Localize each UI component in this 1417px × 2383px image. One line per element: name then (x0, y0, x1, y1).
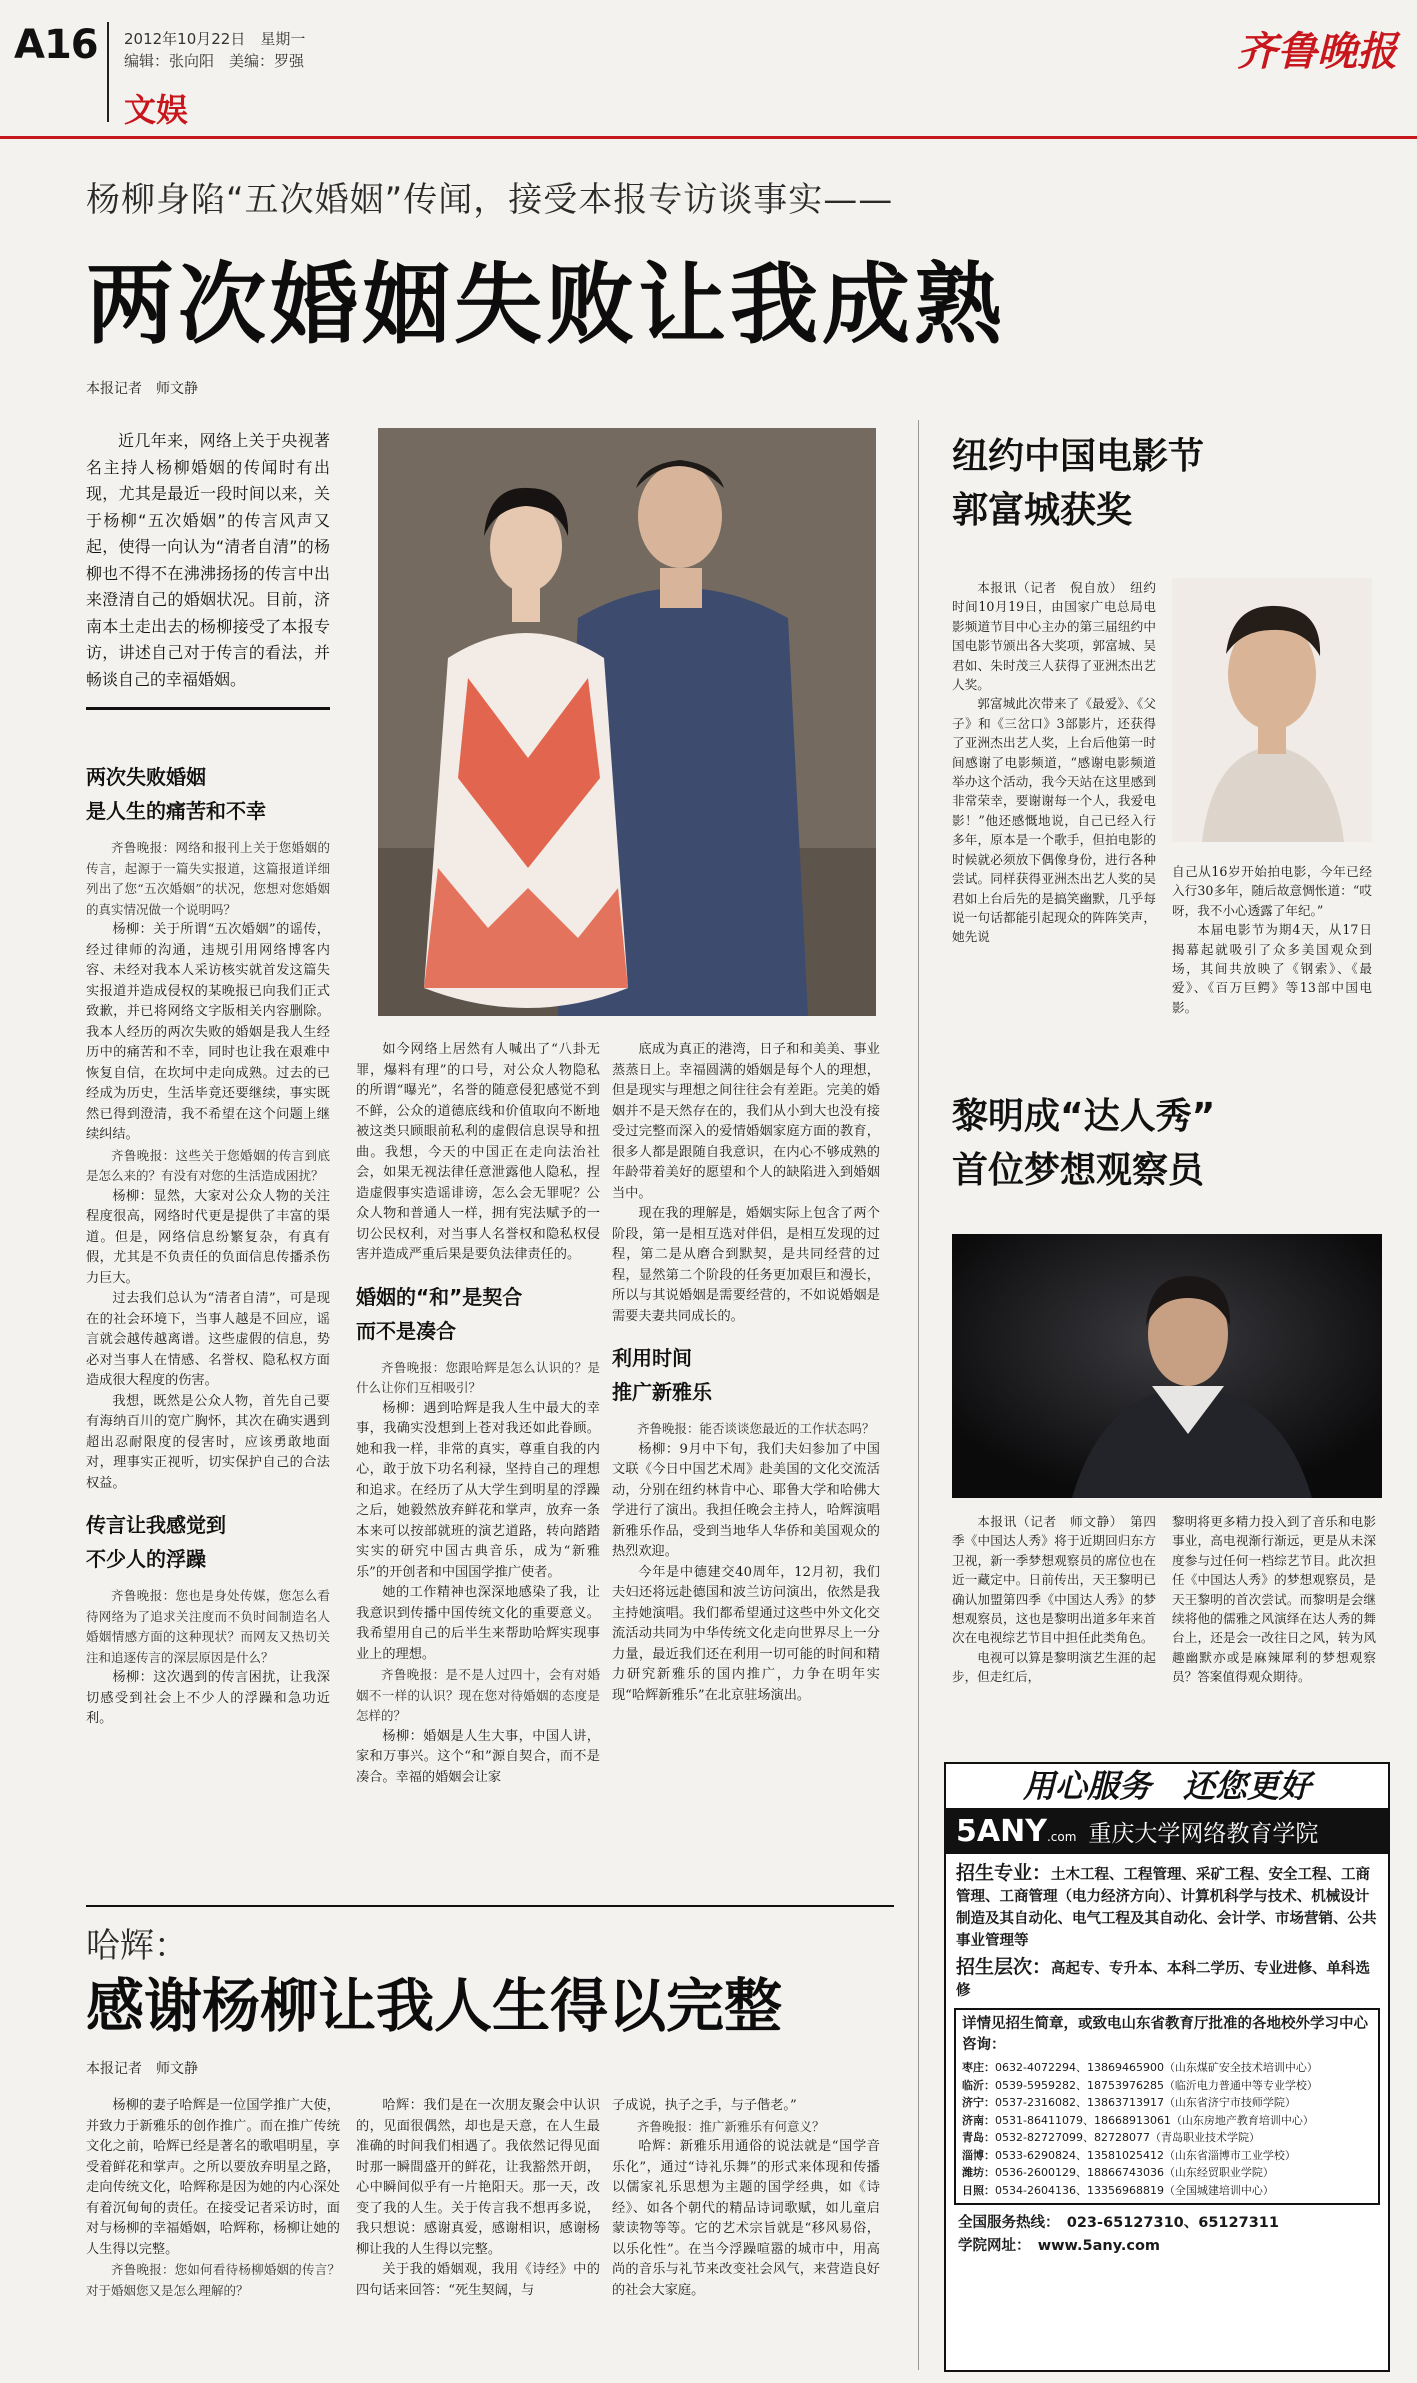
ad-contact-box (954, 2008, 1380, 2205)
ad-slogan: 用心服务 还您更好 (1022, 1767, 1311, 1805)
date-line: 2012年10月22日 星期一 (124, 30, 306, 48)
news1-headline-line2: 郭富城获奖 (952, 490, 1133, 531)
news2-paragraph-3: 黎明将更多精力投入到了音乐和电影事业，高电视渐行渐远，更是从未深度参与过任何一档综艺节目。此次担任《中国达人秀》的梦想观察员，是天王黎明的首次尝试。而黎明是会继续将他的儒雅之风演绎在达人秀的舞台上，还是会一改往日之风，转为风趣幽默亦或是麻辣犀利的梦想观察员？答案值得观众期待。 (1172, 1514, 1376, 1685)
couple-photo (378, 428, 876, 1016)
news2-photo (952, 1234, 1382, 1498)
news2-headline (952, 1090, 1392, 1198)
second-column-3 (612, 2096, 880, 2301)
second-byline: 本报记者 师文静 (86, 2061, 198, 2077)
ad-contact-city: 临沂： (962, 2078, 995, 2092)
second-answer-2: 哈辉：新雅乐用通俗的说法就是“国学音乐化”，通过“诗礼乐舞”的形式来体现和传播以儒家礼乐思想为主题的国学经典，如《诗经》、如各个朝代的精品诗词歌赋，如儿童启蒙读物等等。它的艺术宗旨就是“移风易俗，以乐化性”。在当今浮躁喧嚣的城市中，用高尚的音乐与礼节来改变社会风气，来营造良好的社会大家庭。 (612, 2139, 880, 2298)
ad-contact-row (962, 2112, 1372, 2130)
second-headline: 感谢杨柳让我人生得以完整 (86, 1972, 783, 2040)
news1-paragraph-3: 自己从16岁开始拍电影，今年已经入行30多年，随后故意惆怅道：“哎呀，我不小心透露了年纪。” (1172, 864, 1372, 918)
subhead-1b: 是人生的痛苦和不幸 (86, 799, 266, 823)
lead-kicker: 杨柳身陷“五次婚姻”传闻，接受本报专访谈事实—— (86, 180, 894, 220)
ad-contact-row (962, 2059, 1372, 2077)
ad-contact-city: 青岛： (962, 2131, 995, 2144)
answer-5: 杨柳：婚姻是人生大事，中国人讲，家和万事兴。这个“和”源自契合，而不是凑合。幸福的婚姻会让家 (356, 1728, 600, 1785)
ad-contact-phone: 0537-2316082、13863713917 (995, 2096, 1164, 2109)
ad-major-text: 土木工程、工程管理、采矿工程、安全工程、工商管理、工商管理（电力经济方向）、计算机科学与技术、机械设计制造及其自动化、电气工程及其自动化、会计学、市场营销、公共事业管理等 (956, 1867, 1377, 1949)
masthead (0, 0, 1417, 135)
news1-paragraph-1: 本报讯（记者 倪自放） 纽约时间10月19日，由国家广电总局电影频道节目中心主办的第三届纽约中国电影节颁出各大奖项，郭富城、吴君如、朱时茂三人获得了亚洲杰出艺人奖。 (952, 580, 1156, 693)
news2-paragraph-2: 电视可以算是黎明演艺生涯的起步，但走红后， (952, 1649, 1156, 1685)
ad-contact-phone: 0532-82727099、82728077 (995, 2131, 1150, 2144)
answer-4: 杨柳：遇到哈辉是我人生中最大的幸事，我确实没想到上苍对我还如此眷顾。她和我一样，非常的真实，尊重自我的内心，敢于放下功名利禄，坚持自己的理想和追求。在经历了从大学生到明星的浮躁之后，她毅然放弃鲜花和掌声，放弃一条本来可以按部就班的演艺道路，转向踏踏实实的研究中国古典音乐，成为“新雅乐”的开创者和中国国学推广使者。 (356, 1400, 600, 1580)
ad-level-text: 高起专、专升本、本科二学历、专业进修、单科选修 (956, 1961, 1371, 1999)
lead-column-2 (356, 1040, 600, 1788)
paragraph: 杨柳的妻子哈辉是一位国学推广大使，并致力于新雅乐的创作推广。而在推广传统文化之前，哈辉已经是著名的歌唱明星，享受着鲜花和掌声。之所以要放弃明星之路，走向传统文化，哈辉称是因为她的内心深处有着沉甸甸的责任。在接受记者采访时，面对与杨柳的幸福婚姻，哈辉称，杨柳让她的人生得以完整。 (86, 2098, 340, 2257)
lead-headline: 两次婚姻失败让我成熟 (86, 253, 1007, 356)
ad-contact-center: （全国城建培训中心） (1163, 2183, 1274, 2197)
intro-text: 近几年来，网络上关于央视著名主持人杨柳婚姻的传闻时有出现，尤其是最近一段时间以来，关于杨柳“五次婚姻”的传言风声又起，使得一向认为“清者自清”的杨柳也不得不在沸沸扬扬的传言中出来澄清自己的婚姻状况。目前，济南本土走出去的杨柳接受了本报专访，讲述自己对于传言的看法，并畅谈自己的幸福婚姻。 (86, 431, 330, 689)
paragraph: 现在我的理解是，婚姻实际上包含了两个阶段，第一是相互选对伴侣，是相互发现的过程，第二是从磨合到默契，是共同经营的过程，显然第二个阶段的任务更加艰巨和漫长，所以与其说婚姻是需要经营的，不如说婚姻是需要夫妻共同成长的。 (612, 1206, 880, 1324)
ad-contact-row (962, 2164, 1372, 2182)
news1-headline (952, 430, 1392, 538)
section-divider (86, 1905, 894, 1907)
ad-contact-phone: 0534-2604136、13356968819 (995, 2183, 1164, 2197)
second-question-1: 齐鲁晚报：您如何看待杨柳婚姻的传言？对于婚姻您又是怎么理解的？ (86, 2262, 340, 2298)
news1-paragraph-4: 本届电影节为期4天，从17日揭幕起就吸引了众多美国观众到场，其间共放映了《钢索》、《最爱》、《百万巨鳄》等13部中国电影。 (1172, 922, 1372, 1015)
ad-contact-row (962, 2094, 1372, 2112)
paragraph: 子成说，执子之手，与子偕老。” (612, 2098, 797, 2113)
second-answer-1: 哈辉：我们是在一次朋友聚会中认识的，见面很偶然，却也是天意，在人生最准确的时间我们相遇了。我依然记得见面时那一瞬間盛开的鲜花，让我豁然开朗，心中瞬间似乎有一片艳阳天。那一天，改变了我的人生。关于传言我不想再多说，我只想说：感谢真爱，感谢相识，感谢杨柳让我的人生得以完整。 (356, 2098, 600, 2257)
couple-illustration (378, 428, 876, 1016)
ad-contact-phone: 0533-6290824、13581025412 (995, 2148, 1164, 2162)
news2-column-2 (1172, 1512, 1376, 1687)
second-question-2: 齐鲁晚报：推广新雅乐有何意义？ (637, 2118, 825, 2134)
ad-contact-center: （山东省淄博市工业学校） (1163, 2148, 1296, 2162)
ad-contact-center: （山东经贸职业学院） (1163, 2166, 1274, 2179)
subhead-3a: 婚姻的“和”是契合 (356, 1284, 523, 1309)
subhead-2b: 不少人的浮躁 (86, 1547, 206, 1571)
ad-contact-center: （山东煤矿安全技术培训中心） (1163, 2061, 1318, 2074)
ad-major-label: 招生专业： (956, 1862, 1052, 1884)
ad-notice: 详情见招生简章，或致电山东省教育厅批准的各地校外学习中心咨询： (962, 2016, 1368, 2053)
lead-column-3 (612, 1040, 880, 1706)
page-number: A16 (14, 22, 98, 68)
ad-contact-city: 济南： (962, 2113, 995, 2127)
subhead-3b: 而不是凑合 (356, 1318, 456, 1343)
ad-contact-phone: 0536-2600129、18866743036 (995, 2166, 1164, 2179)
news1-body-right (1172, 862, 1372, 1017)
ad-contact-center: （山东房地产教育培训中心） (1170, 2113, 1314, 2127)
paragraph: 关于我的婚姻观，我用《诗经》中的四句话来回答：“死生契阔，与 (356, 2262, 600, 2298)
news1-paragraph-2: 郭富城此次带来了《最爱》、《父子》和《三岔口》3部影片，还获得了亚洲杰出艺人奖，上台后他第一时间感谢了电影频道，“感谢电影频道举办这个活动，我今天站在这里感到非常荣幸，要谢谢每一个人，我爱电影！”他还感慨地说，自己已经入行多年，原本是一个歌手，但拍电影的时候就必须放下偶像身份，进行各种尝试。同样获得亚洲杰出艺人奖的吴君如上台后先的是搞笑幽默，几乎每说一句话都能引起现众的阵阵笑声，她先说 (952, 696, 1156, 945)
paragraph: 底成为真正的港湾，日子和和美美、事业蒸蒸日上。幸福圆满的婚姻是每个人的理想，但是现实与理想之间往往会有差距。完美的婚姻并不是天然存在的，我们从小到大也没有接受过完整而深入的爱情婚姻家庭方面的教育，很多人都是跟随自我意识，在内心不够成熟的年龄带着美好的愿望和个人的缺陷进入到婚姻当中。 (612, 1042, 880, 1201)
subhead-4a: 利用时间 (612, 1346, 692, 1370)
ad-contact-city: 枣庄： (962, 2061, 995, 2074)
header-rule (0, 136, 1417, 139)
lead-byline: 本报记者 师文静 (86, 381, 198, 397)
paragraph: 今年是中德建交40周年，12月初，我们夫妇还将远赴德国和波兰访问演出，依然是我主持她演唱。我们都希望通过这些中外文化交流活动共同为中华传统文化走向世界尽上一分力量，最近我们还在利用一切可能的时间和精力研究新雅乐的国内推广，力争在明年实现“哈辉新雅乐”在北京驻场演出。 (612, 1564, 880, 1703)
news2-headline-line2: 首位梦想观察员 (952, 1150, 1205, 1191)
answer-2: 杨柳：显然，大家对公众人物的关注程度很高，网络时代更是提供了丰富的渠道。但是，网络信息纷繁复杂，有真有假，尤其是不负责任的负面信息传播杀伤力巨大。 (86, 1188, 330, 1286)
answer-3: 杨柳：这次遇到的传言困扰，让我深切感受到社会上不少人的浮躁和急功近利。 (86, 1670, 330, 1726)
lead-column-1 (86, 760, 330, 1730)
ad-contact-list (962, 2059, 1372, 2199)
paper-logo: 齐鲁晚报 (1237, 28, 1397, 75)
ad-brand-bar (946, 1808, 1388, 1854)
paragraph: 如今网络上居然有人喊出了“八卦无罪，爆料有理”的口号，对公众人物隐私的所谓“曝光”，名誉的随意侵犯感觉不到不鲜，公众的道德底线和价值取向不断地被这类只顾眼前私利的虚假信息误导和扭曲。我想，今天的中国正在走向法治社会，如果无视法律任意泄露他人隐私，捏造虚假事实造谣诽谤，怎么会无罪呢？公众人物和普通人一样，拥有宪法赋予的一切公民权利，对当事人名誉权和隐私权侵害并造成严重后果是要负法律责任的。 (356, 1042, 600, 1262)
ad-contact-row (962, 2182, 1372, 2200)
news2-paragraph-1: 本报讯（记者 师文静） 第四季《中国达人秀》将于近期回归东方卫视，新一季梦想观察员的席位也在近一藏定中。日前传出，天王黎明已确认加盟第四季《中国达人秀》的梦想观察员，这也是黎明出道多年来首次在电视综艺节目中担任此类角色。 (952, 1514, 1156, 1646)
ad-contact-row (962, 2077, 1372, 2095)
news1-body-narrow (952, 578, 1156, 947)
answer-6: 杨柳：9月中下旬，我们夫妇参加了中国文联《今日中国艺术周》赴美国的文化交流活动，分别在纽约林肯中心、耶鲁大学和哈佛大学进行了演出。我担任晚会主持人，哈辉演唱新雅乐作品，受到当地华人华侨和美国观众的热烈欢迎。 (612, 1441, 880, 1559)
ad-website: 学院网址： www.5any.com (958, 2238, 1161, 2254)
ad-contact-city: 淄博： (962, 2148, 995, 2162)
question-6: 齐鲁晚报：能否谈谈您最近的工作状态吗？ (637, 1421, 875, 1436)
question-5: 齐鲁晚报：是不是人过四十，会有对婚姻不一样的认识？现在您对待婚姻的态度是怎样的？ (356, 1667, 600, 1723)
ad-contact-row (962, 2129, 1372, 2147)
ad-contact-row (962, 2147, 1372, 2165)
section-name: 文娱 (124, 91, 189, 129)
news1-headline-line1: 纽约中国电影节 (952, 436, 1205, 477)
answer-1: 杨柳：关于所谓“五次婚姻”的谣传，经过律师的沟通，违规引用网络博客内容、未经对我本人采访核实就首发这篇失实报道并造成侵权的某晚报已向我们正式致歉，并已将网络文字版相关内容删除。我本人经历的两次失败的婚姻是我人生经历中的痛苦和不幸，同时也让我在艰难中恢复自信，在坎坷中走向成熟。过去的已经成为历史，生活毕竟还要继续，事实既然已得到澄清，我不希望在这个问题上继续纠结。 (86, 922, 330, 1142)
ad-contact-center: （青岛职业技术学院） (1149, 2131, 1260, 2144)
ad-contact-city: 济宁： (962, 2096, 995, 2109)
question-1: 齐鲁晚报：网络和报刊上关于您婚姻的传言，起源于一篇失实报道，这篇报道详细列出了您“五次婚姻”的状况，您想对您婚姻的真实情况做一个说明吗？ (86, 840, 330, 917)
ad-brand-suffix: .com (1046, 1830, 1077, 1844)
ad-brand: 5ANY (956, 1813, 1047, 1849)
subhead-1a: 两次失败婚姻 (86, 765, 206, 789)
ad-majors (946, 1854, 1388, 1952)
column-divider (918, 420, 919, 2370)
actor-portrait (1172, 578, 1372, 842)
ad-contact-phone: 0531-86411079、18668913061 (995, 2113, 1171, 2127)
singer-photo (952, 1234, 1382, 1498)
ad-level-label: 招生层次： (956, 1956, 1052, 1978)
ad-contact-phone: 0539-5959282、18753976285 (995, 2078, 1164, 2092)
second-column-2 (356, 2096, 600, 2301)
news1-photo (1172, 578, 1372, 842)
ad-hotline: 全国服务热线： 023-65127310、65127311 (958, 2215, 1279, 2231)
subhead-2a: 传言让我感觉到 (86, 1513, 226, 1537)
ad-school: 重庆大学网络教育学院 (1088, 1820, 1319, 1847)
second-column-1 (86, 2096, 340, 2301)
ad-contact-phone: 0632-4072294、13869465900 (995, 2061, 1164, 2074)
ad-contact-center: （山东省济宁市技师学院） (1163, 2096, 1296, 2109)
ad-levels (946, 1952, 1388, 2008)
question-2: 齐鲁晚报：这些关于您婚姻的传言到底是怎么来的？有没有对您的生活造成困扰？ (86, 1147, 330, 1183)
paragraph: 我想，既然是公众人物，首先自己要有海纳百川的宽广胸怀，其次在确实遇到超出忍耐限度的侵害时，应该勇敢地面对，理事实正视听，切实保护自己的合法权益。 (86, 1393, 330, 1491)
masthead-divider (107, 22, 109, 122)
editor-line: 编辑：张向阳 美编：罗强 (124, 52, 305, 70)
lead-intro (86, 428, 330, 710)
question-3: 齐鲁晚报：您也是身处传媒，您怎么看待网络为了追求关注度而不负时间制造名人婚姻情感方面的这种现状？而网友又热切关注和追逐传言的深层原因是什么？ (86, 1588, 330, 1665)
question-4: 齐鲁晚报：您跟哈辉是怎么认识的？是什么让你们互相吸引？ (356, 1359, 600, 1395)
ad-box (944, 1762, 1390, 2372)
second-kicker: 哈辉： (86, 1926, 188, 1966)
ad-contact-city: 日照： (962, 2183, 995, 2197)
paragraph: 过去我们总认为“清者自清”，可是现在的社会环境下，当事人越是不回应，谣言就会越传越离谱。这些虚假的信息，势必对当事人在情感、名誉权、隐私权方面造成很大程度的伤害。 (86, 1291, 330, 1388)
ad-contact-center: （临沂电力普通中等专业学校） (1163, 2078, 1318, 2092)
news2-column-1 (952, 1512, 1156, 1687)
ad-contact-city: 潍坊： (962, 2166, 995, 2179)
news2-headline-line1: 黎明成“达人秀” (952, 1096, 1216, 1137)
paragraph: 她的工作精神也深深地感染了我，让我意识到传播中国传统文化的重要意义。我希望用自己的后半生来帮助哈辉实现事业上的理想。 (356, 1585, 600, 1662)
subhead-4b: 推广新雅乐 (612, 1380, 712, 1404)
